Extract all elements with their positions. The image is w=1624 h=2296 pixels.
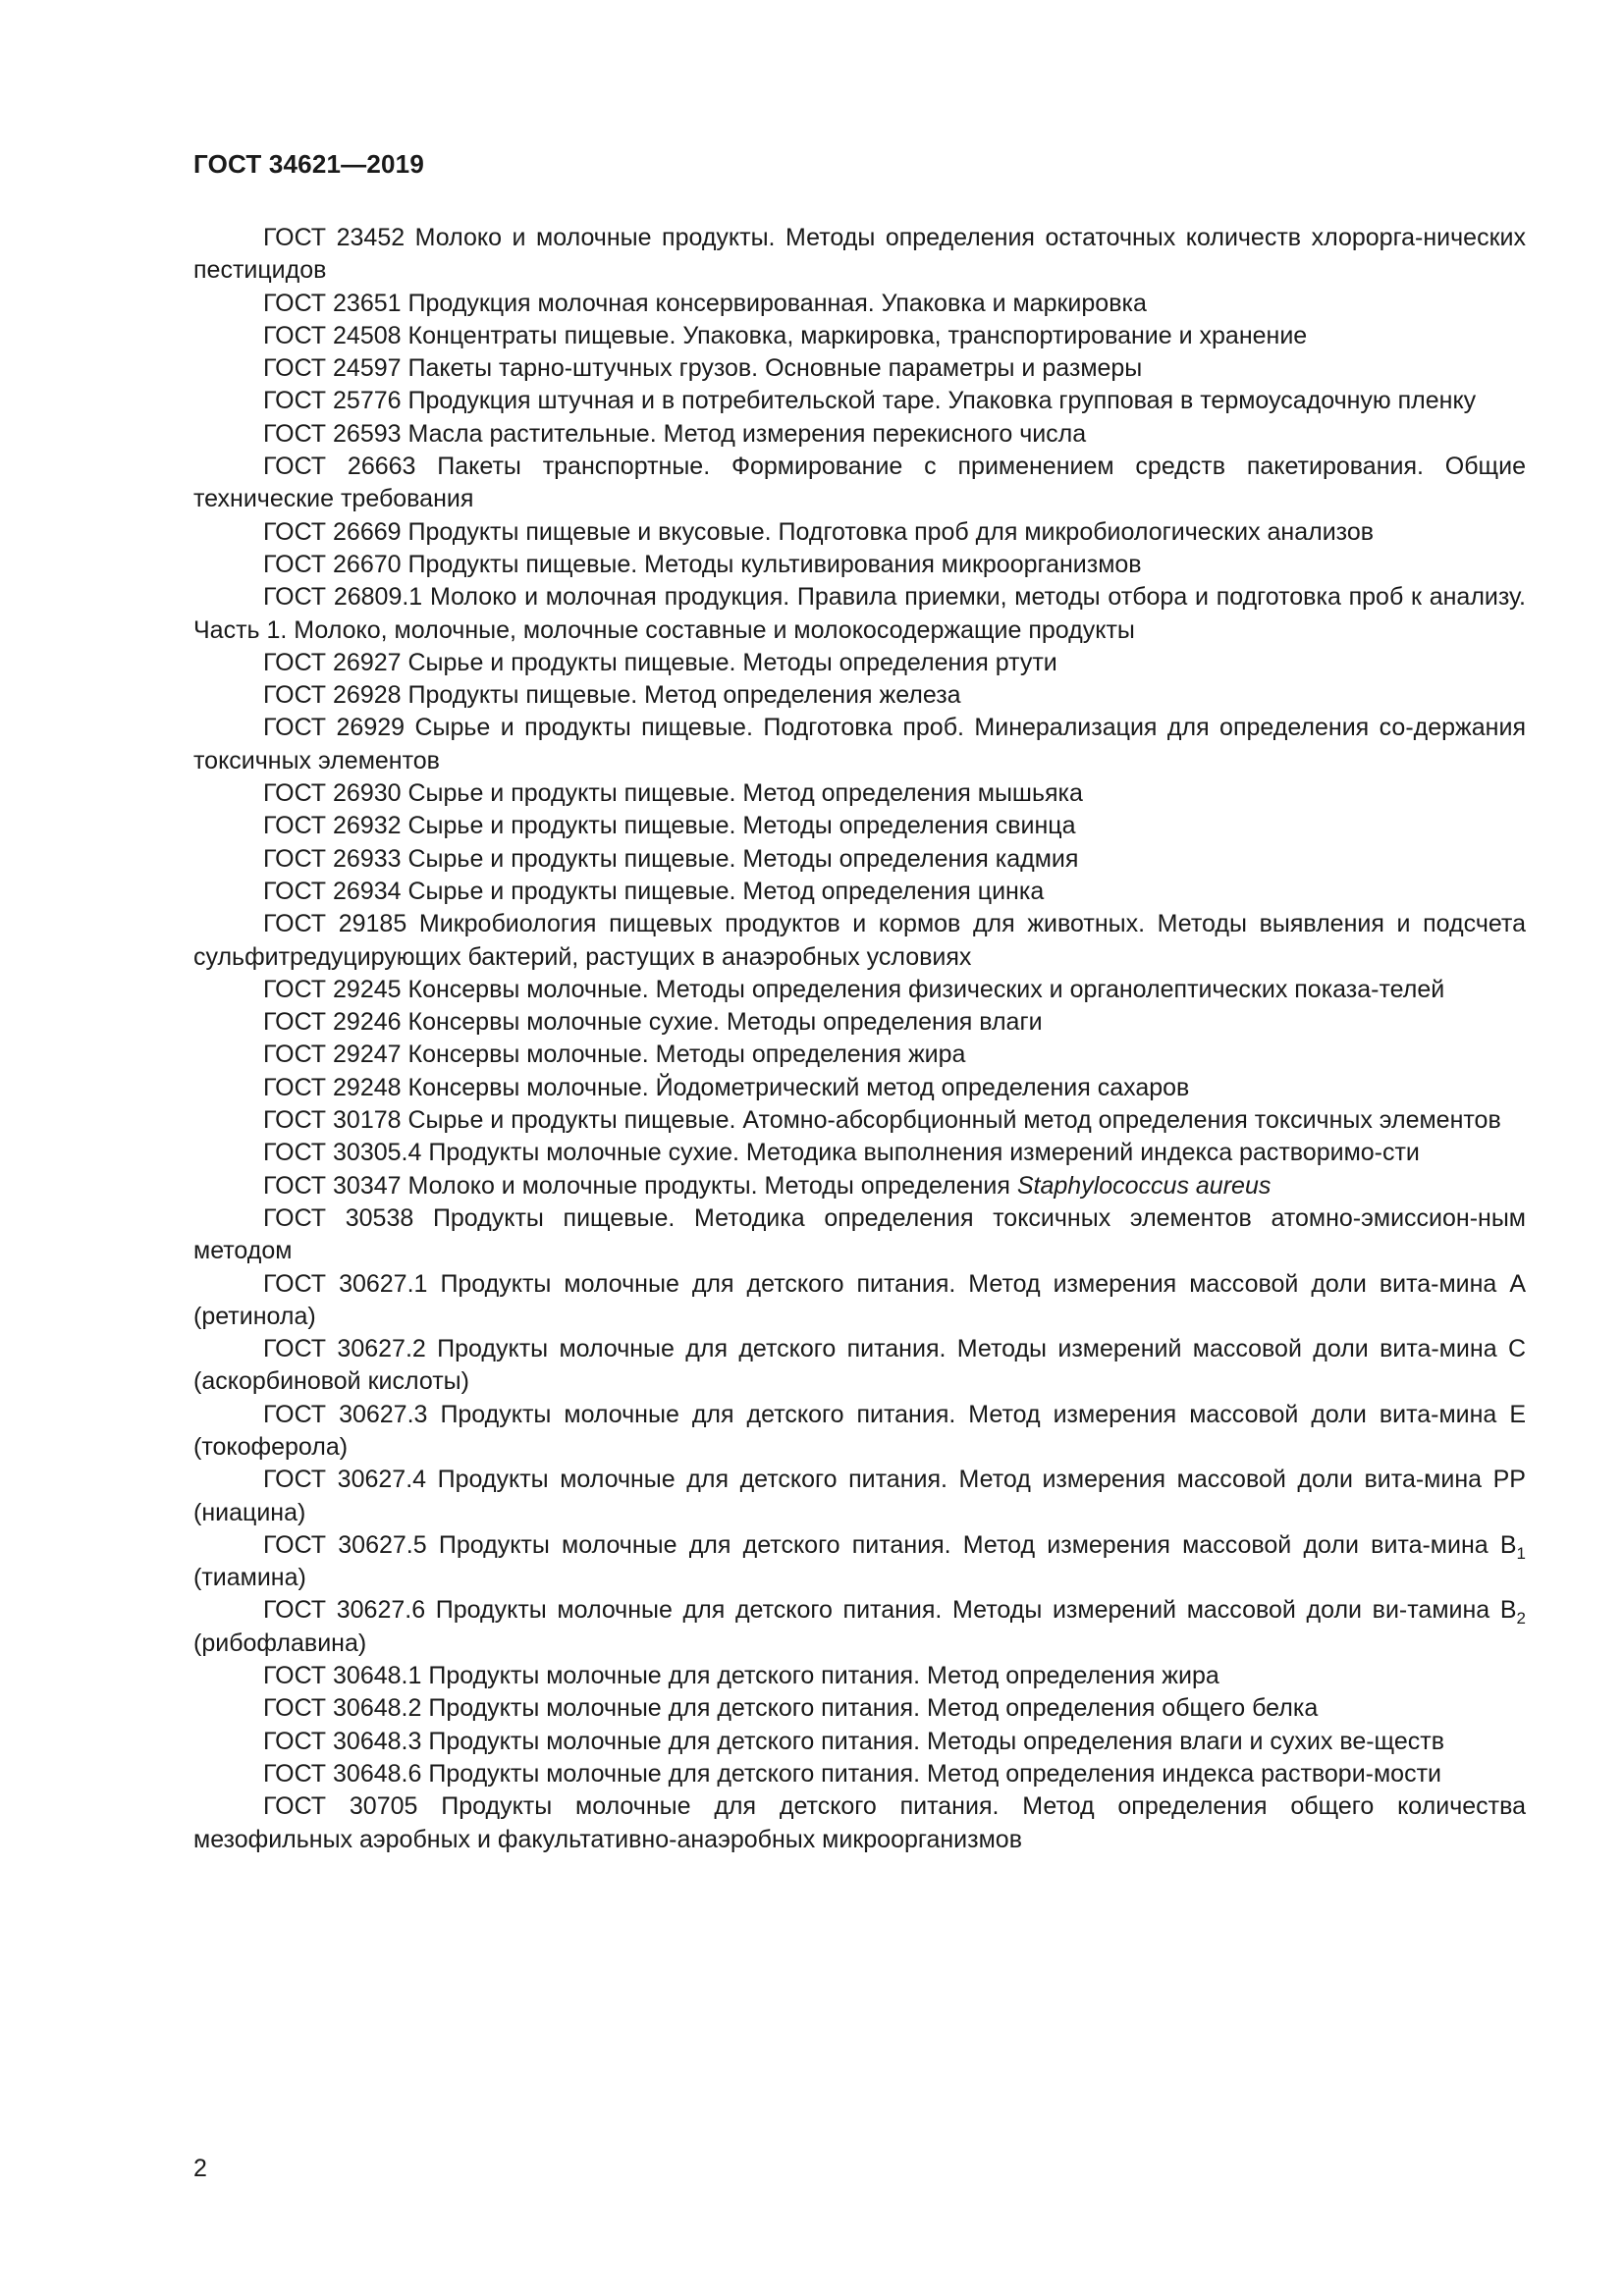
reference-entry <box>193 418 1526 451</box>
reference-entry <box>193 1170 1526 1202</box>
reference-entry <box>193 1399 1526 1465</box>
reference-entry <box>193 777 1526 810</box>
reference-species-name: Staphylococcus aureus <box>1016 1171 1272 1200</box>
reference-title: Молоко и молочная продукция. Правила приемки, методы отбора и подготовка проб к анализу. Часть 1. Молоко, молочные, молочные составные и молокосодержащие продукты <box>193 583 1527 644</box>
reference-entry <box>193 1039 1526 1071</box>
reference-code: ГОСТ 26669 <box>263 517 402 546</box>
reference-entry <box>193 712 1526 777</box>
reference-entry <box>193 843 1526 876</box>
reference-title: Консервы молочные. Методы определения жира <box>407 1041 966 1069</box>
reference-code: ГОСТ 24597 <box>263 354 402 383</box>
reference-title: Микробиология пищевых продуктов и кормов для животных. Методы выявления и подсчета сульфитредуцирующих бактерий, растущих в анаэробных условиях <box>193 910 1527 971</box>
reference-title: Продукты молочные для детского питания. Метод определения индекса раствори-мости <box>428 1759 1441 1788</box>
reference-title: Продукты молочные для детского питания. Методы измерений массовой доли ви-тамина B <box>435 1596 1517 1625</box>
reference-code: ГОСТ 29246 <box>263 1008 402 1037</box>
reference-title: Молоко и молочные продукты. Методы определения остаточных количеств хлорорга-нических пестицидов <box>193 224 1526 285</box>
reference-code: ГОСТ 30648.3 <box>263 1727 422 1755</box>
reference-code: ГОСТ 24508 <box>263 321 402 349</box>
reference-title: Сырье и продукты пищевые. Методы определения ртути <box>407 648 1057 676</box>
reference-title: Продукция молочная консервированная. Упаковка и маркировка <box>407 289 1147 317</box>
reference-title: Продукты молочные для детского питания. Метод определения общего белка <box>428 1694 1319 1723</box>
page-number: 2 <box>193 2155 207 2182</box>
reference-title: Продукты пищевые. Методика определения токсичных элементов атомно-эмиссион-ным методом <box>193 1203 1526 1265</box>
reference-title: Продукты пищевые и вкусовые. Подготовка проб для микробиологических анализов <box>407 517 1375 546</box>
reference-code: ГОСТ 30627.2 <box>263 1335 426 1363</box>
reference-entry <box>193 222 1526 288</box>
reference-title: Консервы молочные. Йодометрический метод определения сахаров <box>407 1073 1190 1101</box>
reference-entry <box>193 908 1526 974</box>
reference-title: Продукты молочные для детского питания. Метод измерения массовой доли вита-мина А (ретинола) <box>193 1269 1526 1330</box>
reference-title: Продукты молочные для детского питания. Метод измерения массовой доли вита-мина РР (ниацина) <box>193 1466 1526 1526</box>
reference-code: ГОСТ 29247 <box>263 1041 402 1069</box>
reference-code: ГОСТ 29245 <box>263 975 402 1003</box>
reference-code: ГОСТ 29185 <box>263 910 407 938</box>
reference-code: ГОСТ 26934 <box>263 877 402 905</box>
reference-entry <box>193 1006 1526 1039</box>
reference-code: ГОСТ 30538 <box>263 1203 414 1232</box>
page-header-title: ГОСТ 34621—2019 <box>193 149 424 179</box>
reference-title: Сырье и продукты пищевые. Методы определения свинца <box>407 812 1076 840</box>
reference-entry <box>193 581 1526 647</box>
reference-code: ГОСТ 30627.5 <box>263 1530 427 1559</box>
reference-entry <box>193 1137 1526 1169</box>
reference-code: ГОСТ 26593 <box>263 419 402 448</box>
reference-entry <box>193 320 1526 352</box>
reference-code: ГОСТ 30305.4 <box>263 1139 422 1167</box>
reference-entry <box>193 385 1526 417</box>
reference-title: Продукция штучная и в потребительской таре. Упаковка групповая в термоусадочную пленку <box>407 387 1477 415</box>
reference-code: ГОСТ 23452 <box>263 224 406 251</box>
reference-code: ГОСТ 26663 <box>263 453 416 481</box>
reference-entry <box>193 810 1526 842</box>
reference-code: ГОСТ 26928 <box>263 681 402 710</box>
reference-title: Продукты молочные для детского питания. Метод измерения массовой доли вита-мина Е (токоферола) <box>193 1400 1526 1461</box>
reference-code: ГОСТ 30347 <box>263 1171 402 1200</box>
reference-title: Продукты молочные для детского питания. Метод определения жира <box>428 1662 1219 1690</box>
reference-title: Продукты пищевые. Методы культивирования микроорганизмов <box>407 550 1142 578</box>
normative-references-list <box>193 222 1526 1856</box>
reference-code: ГОСТ 23651 <box>263 289 402 317</box>
reference-entry <box>193 1692 1526 1725</box>
reference-title: Сырье и продукты пищевые. Методы определения кадмия <box>407 844 1079 873</box>
reference-code: ГОСТ 30705 <box>263 1792 418 1821</box>
reference-entry <box>193 1072 1526 1104</box>
reference-title: Сырье и продукты пищевые. Подготовка проб. Минерализация для определения со-держания токсичных элементов <box>193 714 1526 774</box>
reference-subscript: 1 <box>1516 1543 1527 1563</box>
reference-entry <box>193 451 1526 516</box>
reference-code: ГОСТ 30627.4 <box>263 1466 427 1494</box>
reference-code: ГОСТ 25776 <box>263 387 402 415</box>
reference-entry <box>193 876 1526 908</box>
reference-title: Продукты пищевые. Метод определения железа <box>407 681 961 710</box>
reference-code: ГОСТ 30648.6 <box>263 1759 422 1788</box>
reference-title: Продукты молочные для детского питания. Методы измерений массовой доли вита-мина С (аскорбиновой кислоты) <box>193 1335 1527 1396</box>
reference-subscript: 2 <box>1516 1609 1526 1629</box>
reference-entry <box>193 1104 1526 1137</box>
reference-entry <box>193 1268 1526 1334</box>
reference-entry <box>193 1464 1526 1529</box>
reference-entry <box>193 1333 1526 1399</box>
reference-title: Продукты молочные для детского питания. Методы определения влаги и сухих ве-ществ <box>428 1727 1444 1755</box>
reference-title: Масла растительные. Метод измерения перекисного числа <box>407 419 1087 448</box>
reference-code: ГОСТ 30627.6 <box>263 1596 426 1625</box>
reference-entry <box>193 974 1526 1006</box>
reference-entry <box>193 516 1526 549</box>
reference-title: Сырье и продукты пищевые. Метод определения мышьяка <box>407 779 1083 808</box>
reference-entry <box>193 1758 1526 1790</box>
reference-title: Продукты молочные сухие. Методика выполнения измерений индекса растворимо-сти <box>428 1139 1420 1167</box>
reference-title: Продукты молочные для детского питания. Метод измерения массовой доли вита-мина B <box>438 1530 1517 1559</box>
reference-entry <box>193 647 1526 679</box>
reference-title-suffix: (тиамина) <box>193 1564 306 1592</box>
reference-code: ГОСТ 30648.1 <box>263 1662 422 1690</box>
reference-entry <box>193 1660 1526 1692</box>
reference-title-suffix: (рибофлавина) <box>193 1629 367 1657</box>
reference-code: ГОСТ 30627.1 <box>263 1269 428 1298</box>
reference-entry <box>193 549 1526 581</box>
reference-entry <box>193 1790 1526 1856</box>
reference-title: Концентраты пищевые. Упаковка, маркировка, транспортирование и хранение <box>407 321 1308 349</box>
reference-title: Сырье и продукты пищевые. Атомно-абсорбционный метод определения токсичных элементов <box>407 1106 1501 1135</box>
reference-code: ГОСТ 30627.3 <box>263 1400 428 1428</box>
reference-entry <box>193 288 1526 320</box>
reference-code: ГОСТ 26932 <box>263 812 402 840</box>
reference-code: ГОСТ 30648.2 <box>263 1694 422 1723</box>
reference-title: Молоко и молочные продукты. Методы определения <box>407 1171 1010 1200</box>
reference-code: ГОСТ 26933 <box>263 844 402 873</box>
reference-code: ГОСТ 29248 <box>263 1073 402 1101</box>
reference-title: Продукты молочные для детского питания. Метод определения общего количества мезофильных аэробных и факультативно-анаэробных микроорганизмов <box>193 1792 1526 1853</box>
reference-entry <box>193 1726 1526 1758</box>
reference-code: ГОСТ 26930 <box>263 779 402 808</box>
reference-title: Консервы молочные. Методы определения физических и органолептических показа-телей <box>407 975 1445 1003</box>
reference-code: ГОСТ 26927 <box>263 648 402 676</box>
reference-code: ГОСТ 30178 <box>263 1106 402 1135</box>
reference-title: Сырье и продукты пищевые. Метод определения цинка <box>407 877 1045 905</box>
reference-entry <box>193 1202 1526 1268</box>
reference-title: Пакеты тарно-штучных грузов. Основные параметры и размеры <box>407 354 1143 383</box>
reference-code: ГОСТ 26809.1 <box>263 583 423 612</box>
reference-entry <box>193 679 1526 712</box>
reference-entry <box>193 1594 1526 1660</box>
reference-entry <box>193 352 1526 385</box>
reference-entry <box>193 1529 1526 1595</box>
reference-title: Консервы молочные сухие. Методы определения влаги <box>407 1008 1043 1037</box>
reference-code: ГОСТ 26670 <box>263 550 402 578</box>
reference-title: Пакеты транспортные. Формирование с применением средств пакетирования. Общие технические требования <box>193 453 1526 513</box>
reference-code: ГОСТ 26929 <box>263 714 406 742</box>
